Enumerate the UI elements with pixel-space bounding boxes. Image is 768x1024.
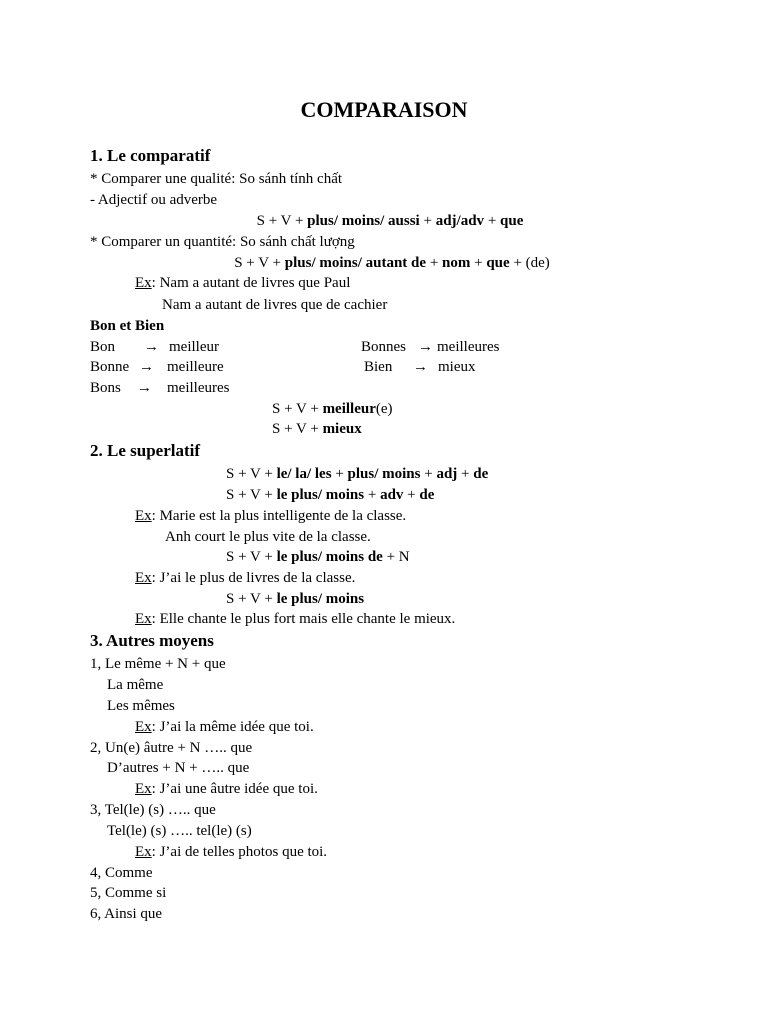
arrow-icon: → (144, 339, 159, 355)
example-label: Ex (135, 275, 152, 291)
formula-bold: de (473, 466, 489, 482)
formula-bold: meilleur (322, 401, 376, 417)
bon-bien-heading: Bon et Bien (90, 318, 165, 334)
formula-bold: le plus/ moins (276, 591, 365, 607)
pair-result: meilleures (167, 380, 230, 396)
example-label: Ex (135, 508, 152, 524)
formula-text: S + V + (226, 487, 277, 503)
formula-bold: que (500, 213, 524, 229)
formula-text: + (470, 255, 487, 271)
formula-bold: plus/ moins/ autant de (284, 255, 427, 271)
page-title: COMPARAISON (300, 97, 468, 122)
formula-line (226, 548, 410, 566)
example-line (135, 843, 327, 861)
formula-text: + (403, 487, 420, 503)
formula-bold: de (419, 487, 435, 503)
example-text: : J’ai la même idée que toi. (151, 719, 314, 735)
formula-line (0, 254, 768, 272)
arrow-icon: → (418, 339, 433, 355)
section-1-heading: 1. Le comparatif (90, 146, 211, 165)
text-line: Tel(le) (s) ….. tel(le) (s) (107, 823, 252, 839)
text-line: 4, Comme (90, 865, 153, 881)
example-line (135, 274, 350, 292)
formula-text: S + V + (272, 421, 323, 437)
pair-word: Bonnes (361, 339, 406, 355)
text-line: 6, Ainsi que (90, 906, 163, 922)
pair-result: mieux (438, 359, 476, 375)
formula-bold: plus/ moins (347, 466, 421, 482)
arrow-icon: → (139, 359, 154, 375)
arrow-icon: → (137, 380, 152, 396)
pair-result: meilleure (167, 359, 224, 375)
section-3-heading: 3. Autres moyens (90, 631, 214, 650)
formula-text: + (419, 213, 436, 229)
example-label: Ex (135, 570, 152, 586)
formula-bold: mieux (322, 421, 362, 437)
example-text: : Marie est la plus intelligente de la classe. (151, 508, 407, 524)
formula-text: S + V + (226, 466, 277, 482)
pair-word: Bonne (90, 359, 130, 375)
pair-word: Bons (90, 380, 121, 396)
formula-text: (e) (375, 401, 393, 417)
formula-line (226, 465, 488, 483)
formula-text: + (de) (509, 255, 550, 271)
formula-text: + (331, 466, 348, 482)
example-label: Ex (135, 719, 152, 735)
text-line: - Adjectif ou adverbe (90, 192, 218, 208)
formula-bold: le/ la/ les (276, 466, 332, 482)
text-line: 5, Comme si (90, 885, 167, 901)
formula-line (272, 400, 393, 418)
formula-text: S + V + (256, 213, 308, 229)
formula-line (226, 590, 364, 608)
formula-text: S + V + (272, 401, 323, 417)
text-line: 1, Le même + N + que (90, 656, 226, 672)
example-line (135, 507, 406, 525)
pair-word: Bien (364, 359, 393, 375)
formula-line (0, 212, 768, 230)
formula-text: + (364, 487, 381, 503)
formula-bold: nom (442, 255, 471, 271)
text-line: * Comparer une qualité: So sánh tính chất (90, 171, 343, 187)
pair-result: meilleur (169, 339, 219, 355)
formula-text: + (420, 466, 437, 482)
formula-line (272, 420, 362, 438)
example-text: : Elle chante le plus fort mais elle chante le mieux. (151, 611, 456, 627)
pair-word: Bon (90, 339, 116, 355)
formula-text: + (484, 213, 501, 229)
example-line (135, 569, 355, 587)
formula-bold: plus/ moins/ aussi (307, 213, 420, 229)
example-text: : J’ai le plus de livres de la classe. (151, 570, 356, 586)
text-line: 3, Tel(le) (s) ….. que (90, 802, 216, 818)
formula-bold: le plus/ moins de (276, 549, 383, 565)
example-line (135, 780, 318, 798)
example-label: Ex (135, 611, 152, 627)
pair-result: meilleures (437, 339, 500, 355)
formula-text: + (457, 466, 474, 482)
example-label: Ex (135, 781, 152, 797)
example-continuation: Nam a autant de livres que de cachier (162, 297, 388, 313)
example-text: : J’ai de telles photos que toi. (151, 844, 328, 860)
formula-bold: le plus/ moins (276, 487, 365, 503)
formula-text: + (426, 255, 443, 271)
example-line (135, 610, 455, 628)
arrow-icon: → (413, 359, 428, 375)
formula-bold: adj (436, 466, 458, 482)
text-line: Les mêmes (107, 698, 175, 714)
text-line: D’autres + N + ….. que (107, 760, 250, 776)
formula-bold: adj/adv (435, 213, 485, 229)
text-line: * Comparer un quantité: So sánh chất lượng (90, 234, 355, 250)
text-line: La même (107, 677, 164, 693)
example-label: Ex (135, 844, 152, 860)
formula-line (226, 486, 434, 504)
formula-text: S + V + (226, 549, 277, 565)
section-2-heading: 2. Le superlatif (90, 441, 201, 460)
formula-text: S + V + (234, 255, 285, 271)
formula-bold: que (486, 255, 510, 271)
example-line (135, 718, 314, 736)
formula-text: + N (382, 549, 410, 565)
formula-bold: adv (380, 487, 404, 503)
text-line: 2, Un(e) âutre + N ….. que (90, 740, 253, 756)
example-text: : Nam a autant de livres que Paul (151, 275, 351, 291)
example-continuation: Anh court le plus vite de la classe. (165, 529, 371, 545)
formula-text: S + V + (226, 591, 277, 607)
example-text: : J’ai une âutre idée que toi. (151, 781, 318, 797)
